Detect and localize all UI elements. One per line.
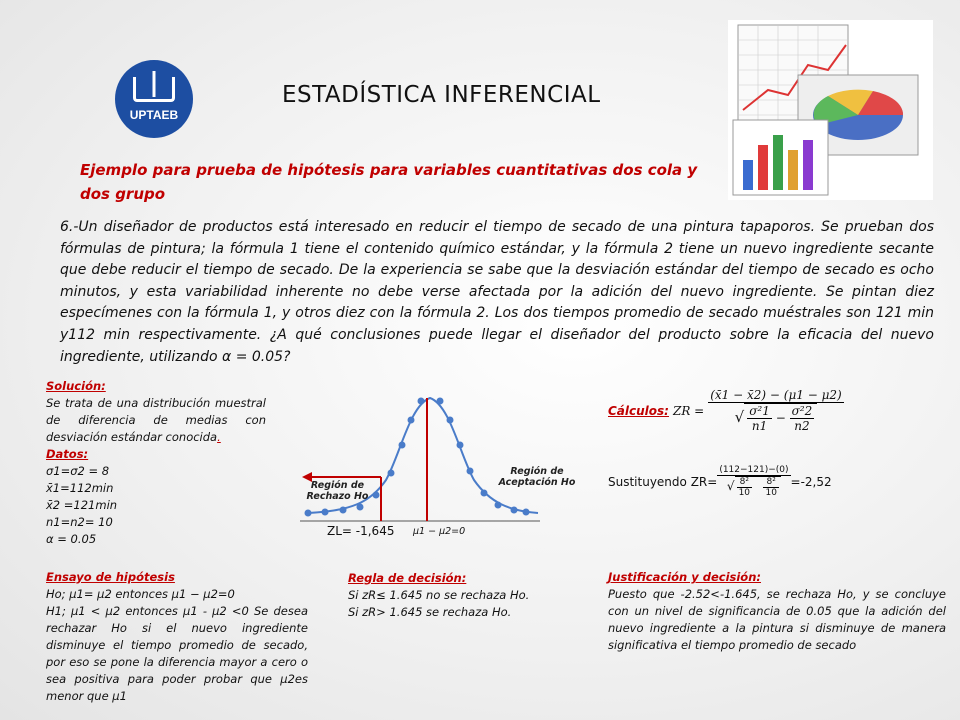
den-op: − xyxy=(775,411,786,425)
hypothesis-heading: Ensayo de hipótesis xyxy=(46,570,175,584)
substitution-label: Sustituyendo ZR= xyxy=(608,474,718,489)
zr-formula xyxy=(708,388,843,433)
formula-denominator: √ $\frac{\text{σ²1}}{n1}$ − $\frac{\text{σ²2}}{n2}$ xyxy=(708,403,843,433)
sust-a-den: 10 xyxy=(738,488,751,498)
calculations-heading: Cálculos: xyxy=(608,403,669,418)
datos-item: n1=n2= 10 xyxy=(46,515,113,529)
sust-a-num: 8² xyxy=(737,477,752,488)
decision-rule-line: Si zR≤ 1.645 no se rechaza Ho. xyxy=(348,588,530,602)
null-hypothesis: Ho; μ1= μ2 entonces μ1 − μ2=0 xyxy=(46,587,235,601)
logo-text: UPTAEB xyxy=(129,107,179,122)
hypothesis-block xyxy=(46,569,308,705)
datos-item: x̄2 =121min xyxy=(46,498,118,512)
decision-rule-heading: Regla de decisión: xyxy=(348,571,467,585)
den-b-num: σ²2 xyxy=(791,404,813,418)
justification-text: Puesto que -2.52<-1.645, se rechaza Ho, y se concluye con un nivel de significancia de 0.05 que la adición del nuevo ingrediente a la pintura si disminuye de manera significativa el tiempo promedio de secado xyxy=(608,587,946,652)
problem-statement: 6.-Un diseñador de productos está interesado en reducir el tiempo de secado de una pintura tapaporos. Se prueban dos fórmulas de pintura; la fórmula 1 tiene el contenido químico estándar, y la fórmula 2 tiene un nuevo ingrediente secante que debe reducir el tiempo de secado. De la experiencia se sabe que la desviación estándar del tiempo de secado es ocho minutos, y esta variabilidad inherente no debe verse afectada por la adición del nuevo ingrediente. Se pintan diez especímenes con la fórmula 1, y otros diez con la fórmula 2. Los dos tiempos promedio de secado muéstrales son 121 min y112 min respectivamente. ¿A qué conclusiones puede llegar el diseñador del producto sobre la eficacia del nuevo ingrediente, utilizando α = 0.05? xyxy=(60,219,934,365)
formula-numerator: (x̄1 − x̄2) − (μ1 − μ2) xyxy=(710,388,842,402)
solution-body: Se trata de una distribución muestral de diferencia de medias con desviación estándar conocida xyxy=(46,396,266,444)
calculations-block xyxy=(608,388,844,433)
charts-illustration-icon xyxy=(728,20,933,200)
book-icon xyxy=(133,77,175,102)
acceptance-region-label: Región de Aceptación Ho xyxy=(498,466,576,488)
solution-text xyxy=(46,395,266,446)
den-a-den: n1 xyxy=(751,419,768,433)
decision-rule-line: Si zR> 1.645 se rechaza Ho. xyxy=(348,605,512,619)
decision-rule-block xyxy=(348,570,578,621)
datos-item: x̄1=112min xyxy=(46,481,114,495)
sust-b-num: 8² xyxy=(763,477,778,488)
example-subtitle: Ejemplo para prueba de hipótesis para variables cuantitativas dos cola y dos grupo xyxy=(80,161,698,203)
substitution-denominator: √ $\frac{\text{8²}}{10}$ $\frac{\text{8²}}{10}$ xyxy=(717,476,790,498)
den-b-den: n2 xyxy=(794,419,810,433)
mean-difference-label: μ1 − μ2=0 xyxy=(413,526,466,537)
alternative-hypothesis: H1; μ1 < μ2 entonces μ1 - μ2 <0 Se desea rechazar Ho si el nuevo ingrediente disminuye el tiempo promedio de secado, por eso se pone la diferencia mayor a cero o sea positiva para poder probar que μ2es menor que μ1 xyxy=(46,604,308,703)
solution-block xyxy=(46,378,266,548)
datos-item: α = 0.05 xyxy=(46,532,97,546)
datos-item: σ1=σ2 = 8 xyxy=(46,464,110,478)
justification-block xyxy=(608,569,946,654)
rejection-region-label: Región de Rechazo Ho xyxy=(306,480,369,502)
university-logo xyxy=(115,60,193,138)
substitution-result: =-2,52 xyxy=(790,474,832,489)
solution-heading: Solución: xyxy=(46,379,106,393)
solution-period: . xyxy=(217,430,221,444)
charts-illustration xyxy=(728,20,933,200)
substitution-numerator: (112−121)−(0) xyxy=(719,465,789,475)
den-a-num: σ²1 xyxy=(749,404,770,418)
page-title: ESTADÍSTICA INFERENCIAL xyxy=(282,82,601,108)
sust-b-den: 10 xyxy=(765,488,777,498)
justification-heading: Justificación y decisión: xyxy=(608,570,761,584)
critical-value-label: ZL= -1,645 xyxy=(327,524,395,538)
formula-lhs: ZR = xyxy=(672,403,705,418)
datos-heading: Datos: xyxy=(46,447,89,461)
substitution-block xyxy=(608,465,832,498)
substitution-fraction xyxy=(717,465,790,498)
